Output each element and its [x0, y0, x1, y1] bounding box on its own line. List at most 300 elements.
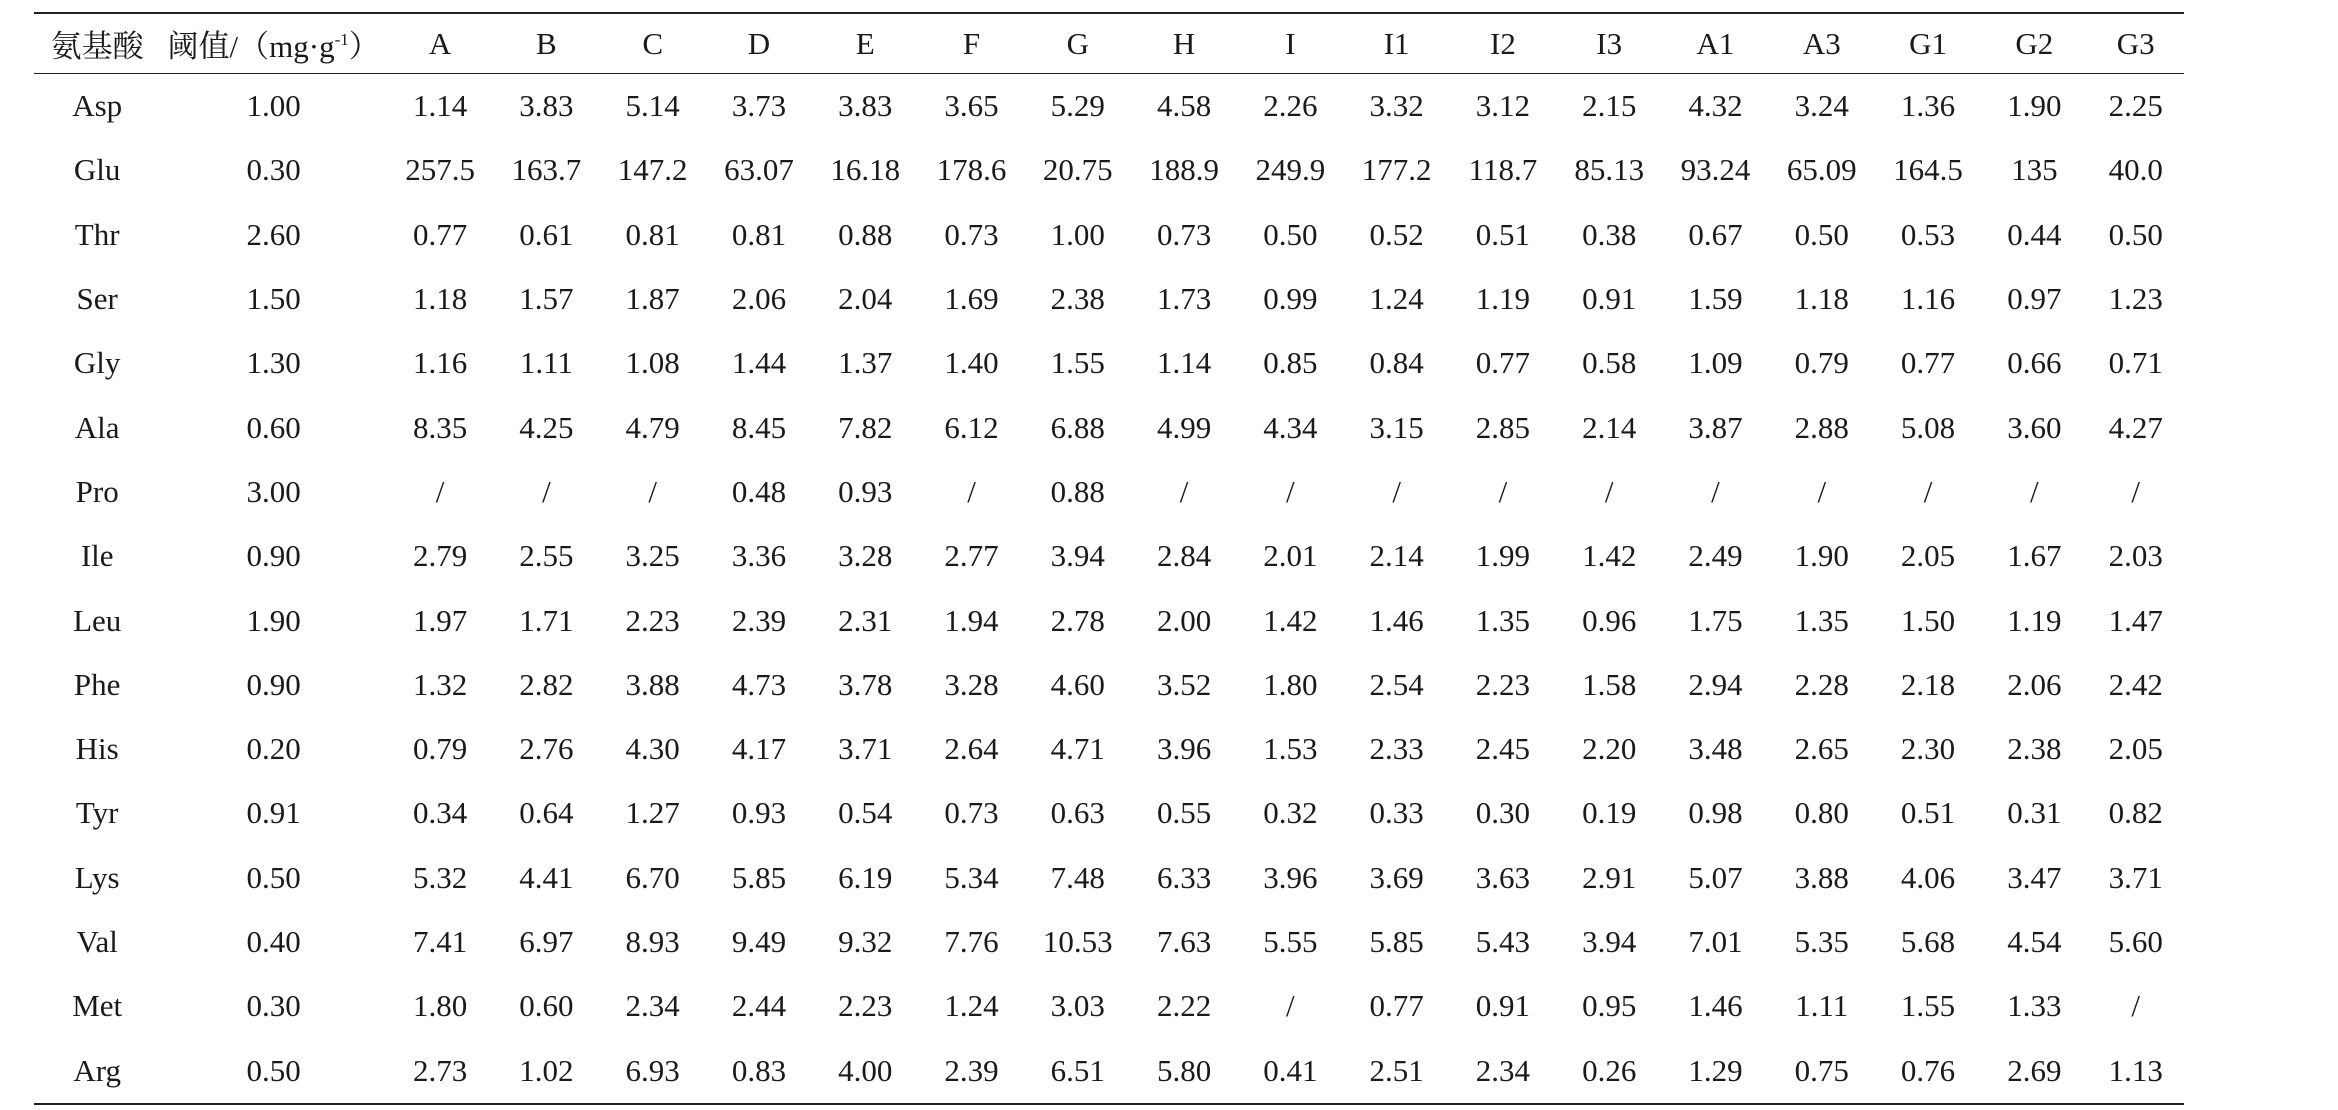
value-cell: 0.63 — [1050, 795, 1105, 831]
value-cell: 2.05 — [2108, 731, 2163, 767]
value-cell: 2.23 — [838, 988, 893, 1024]
value-cell: 1.29 — [1662, 1038, 1768, 1103]
value-cell: 6.97 — [519, 924, 574, 959]
amino-acid-name-cell: Gly — [73, 345, 121, 381]
value-cell: 1.90 — [2007, 88, 2062, 124]
value-cell: 2.14 — [1369, 538, 1424, 574]
threshold-cell: 0.90 — [246, 538, 301, 574]
value-cell: / — [1817, 473, 1827, 509]
value-cell: 2.88 — [1794, 409, 1849, 445]
value-cell: 1.53 — [1263, 731, 1318, 767]
value-cell: 0.61 — [519, 216, 574, 252]
value-cell: 1.46 — [1369, 602, 1424, 638]
value-cell: 0.52 — [1369, 216, 1424, 252]
value-cell: 0.93 — [838, 473, 893, 509]
threshold-cell: 0.91 — [246, 795, 301, 831]
value-cell: 1.37 — [838, 345, 893, 381]
value-cell: 0.79 — [1794, 345, 1849, 381]
value-cell: 3.96 — [1263, 859, 1318, 895]
value-cell: 7.48 — [1050, 859, 1105, 895]
header-threshold-suffix: ） — [348, 29, 380, 64]
value-cell: 0.26 — [1556, 1038, 1662, 1103]
value-cell: / — [2131, 473, 2141, 509]
header-sample: A3 — [1769, 13, 1875, 74]
value-cell: 2.03 — [2108, 538, 2163, 574]
value-cell: 0.31 — [2007, 795, 2062, 831]
value-cell: 0.77 — [1900, 345, 1956, 381]
value-cell: 2.82 — [519, 666, 574, 702]
value-cell: 9.32 — [838, 924, 893, 959]
value-cell: 3.94 — [1050, 538, 1105, 574]
header-threshold-prefix: 阈值/（mg·g — [167, 29, 335, 64]
value-cell: 1.35 — [1475, 602, 1531, 638]
value-cell: 2.14 — [1582, 409, 1637, 445]
threshold-cell: 0.40 — [246, 924, 301, 959]
value-cell: 5.08 — [1900, 409, 1956, 445]
value-cell: 3.48 — [1688, 731, 1743, 767]
value-cell: 1.19 — [2007, 602, 2062, 638]
value-cell: 1.00 — [1050, 216, 1105, 252]
value-cell: 1.75 — [1688, 602, 1743, 638]
table-row — [34, 395, 2184, 459]
value-cell: 0.60 — [519, 988, 574, 1024]
table-row — [34, 588, 2184, 652]
value-cell: 2.18 — [1900, 666, 1956, 702]
value-cell: 2.85 — [1475, 409, 1531, 445]
value-cell: 6.12 — [944, 409, 999, 445]
value-cell: 4.06 — [1900, 859, 1956, 895]
value-cell: 3.71 — [838, 731, 893, 767]
value-cell: 163.7 — [511, 152, 582, 188]
value-cell: 0.54 — [838, 795, 893, 831]
value-cell: 135 — [2011, 152, 2058, 188]
value-cell: 4.73 — [731, 666, 787, 702]
threshold-cell: 0.20 — [246, 731, 301, 767]
value-cell: 2.38 — [2007, 731, 2062, 767]
value-cell: 1.90 — [1794, 538, 1849, 574]
value-cell: / — [1711, 473, 1720, 509]
value-cell: 8.45 — [731, 409, 787, 445]
value-cell: 6.19 — [838, 859, 893, 895]
value-cell: 7.01 — [1688, 924, 1743, 959]
value-cell: 2.33 — [1369, 731, 1424, 767]
header-sample: I2 — [1450, 13, 1556, 74]
value-cell: 40.0 — [2108, 152, 2163, 188]
value-cell: 93.24 — [1680, 152, 1751, 188]
value-cell: 1.33 — [2007, 988, 2062, 1024]
value-cell: 4.17 — [731, 731, 787, 767]
value-cell: 10.53 — [1042, 924, 1113, 959]
value-cell: 3.83 — [838, 88, 893, 124]
table-row — [34, 524, 2184, 588]
value-cell: 0.41 — [1237, 1038, 1343, 1103]
value-cell: 0.81 — [731, 216, 787, 252]
value-cell: 0.66 — [2007, 345, 2062, 381]
threshold-cell: 1.50 — [246, 281, 301, 317]
value-cell: 3.28 — [838, 538, 893, 574]
value-cell: 2.00 — [1156, 602, 1212, 638]
value-cell: 7.41 — [412, 924, 468, 959]
value-cell: 3.03 — [1050, 988, 1105, 1024]
value-cell: 0.64 — [519, 795, 574, 831]
value-cell: 5.85 — [731, 859, 787, 895]
table-row — [34, 781, 2184, 845]
table-row — [34, 74, 2184, 139]
threshold-cell: 3.00 — [246, 473, 301, 509]
value-cell: 1.99 — [1475, 538, 1531, 574]
value-cell: 0.93 — [731, 795, 787, 831]
value-cell: 2.91 — [1582, 859, 1637, 895]
value-cell: 2.65 — [1794, 731, 1849, 767]
value-cell: 1.24 — [944, 988, 999, 1024]
table-body — [34, 74, 2184, 1104]
value-cell: 2.28 — [1794, 666, 1849, 702]
value-cell: 0.50 — [1263, 216, 1318, 252]
value-cell: 0.51 — [1900, 795, 1956, 831]
value-cell: 147.2 — [617, 152, 688, 188]
value-cell: 0.55 — [1156, 795, 1212, 831]
value-cell: 249.9 — [1255, 152, 1326, 188]
value-cell: 1.35 — [1794, 602, 1849, 638]
value-cell: 188.9 — [1149, 152, 1219, 188]
value-cell: 0.95 — [1582, 988, 1637, 1024]
value-cell: 1.14 — [1156, 345, 1212, 381]
value-cell: 5.35 — [1794, 924, 1849, 959]
value-cell: 1.42 — [1582, 538, 1637, 574]
value-cell: 0.30 — [1475, 795, 1531, 831]
amino-acid-table-container — [34, 12, 2184, 1105]
value-cell: 1.80 — [1263, 666, 1318, 702]
threshold-cell: 0.60 — [246, 409, 301, 445]
value-cell: 2.05 — [1900, 538, 1956, 574]
value-cell: 3.12 — [1475, 88, 1531, 124]
value-cell: 2.34 — [625, 988, 680, 1024]
header-threshold-sup: -1 — [334, 30, 349, 49]
value-cell: 2.77 — [944, 538, 999, 574]
value-cell: 1.27 — [625, 795, 680, 831]
value-cell: 1.02 — [493, 1038, 599, 1103]
value-cell: 5.60 — [2108, 924, 2163, 959]
value-cell: 5.32 — [412, 859, 468, 895]
threshold-cell: 2.60 — [246, 216, 301, 252]
value-cell: 2.39 — [731, 602, 787, 638]
threshold-cell: 0.90 — [246, 666, 301, 702]
threshold-cell: 0.30 — [246, 988, 301, 1024]
value-cell: 16.18 — [830, 152, 901, 188]
value-cell: 0.96 — [1582, 602, 1637, 638]
value-cell: 1.44 — [731, 345, 787, 381]
amino-acid-name-cell: Ile — [80, 538, 114, 574]
table-row — [34, 910, 2184, 974]
value-cell: 0.34 — [412, 795, 468, 831]
header-sample: G1 — [1875, 13, 1981, 74]
amino-acid-name-cell: His — [75, 731, 119, 767]
value-cell: / — [648, 473, 657, 509]
value-cell: 0.75 — [1769, 1038, 1875, 1103]
value-cell: 2.45 — [1475, 731, 1531, 767]
value-cell: 1.97 — [412, 602, 468, 638]
amino-acid-name-cell: Tyr — [75, 795, 119, 831]
value-cell: 4.30 — [625, 731, 680, 767]
table-row — [34, 1038, 2184, 1103]
value-cell: 2.31 — [838, 602, 893, 638]
value-cell: 5.07 — [1688, 859, 1743, 895]
value-cell: 3.96 — [1156, 731, 1212, 767]
table-row — [34, 138, 2184, 202]
value-cell: 4.41 — [519, 859, 574, 895]
value-cell: / — [1498, 473, 1508, 509]
value-cell: 0.98 — [1688, 795, 1743, 831]
value-cell: 2.30 — [1900, 731, 1956, 767]
header-sample: I — [1237, 13, 1343, 74]
value-cell: 9.49 — [731, 924, 787, 959]
value-cell: 0.33 — [1369, 795, 1424, 831]
value-cell: 0.83 — [706, 1038, 812, 1103]
value-cell: 3.71 — [2108, 859, 2163, 895]
value-cell: / — [542, 473, 551, 509]
value-cell: 5.68 — [1900, 924, 1956, 959]
value-cell: 0.77 — [412, 216, 468, 252]
value-cell: 1.08 — [625, 345, 680, 381]
header-sample: D — [706, 13, 812, 74]
threshold-cell: 1.30 — [246, 345, 301, 381]
threshold-cell: 0.30 — [246, 152, 301, 188]
value-cell: 8.35 — [412, 409, 468, 445]
value-cell: 7.63 — [1156, 924, 1212, 959]
value-cell: 0.48 — [731, 473, 787, 509]
value-cell: 0.51 — [1475, 216, 1531, 252]
value-cell: 4.60 — [1050, 666, 1105, 702]
value-cell: 4.27 — [2108, 409, 2163, 445]
amino-acid-name-cell: Leu — [73, 602, 122, 638]
value-cell: 2.64 — [944, 731, 999, 767]
value-cell: 4.79 — [625, 409, 680, 445]
value-cell: / — [2030, 473, 2039, 509]
table-row — [34, 717, 2184, 781]
value-cell: 178.6 — [936, 152, 1007, 188]
value-cell: 6.88 — [1050, 409, 1105, 445]
value-cell: 3.88 — [1794, 859, 1849, 895]
value-cell: 2.54 — [1369, 666, 1424, 702]
amino-acid-name-cell: Glu — [73, 152, 121, 188]
value-cell: 2.73 — [387, 1038, 493, 1103]
header-sample: B — [493, 13, 599, 74]
value-cell: 0.19 — [1582, 795, 1637, 831]
value-cell: 7.82 — [838, 409, 893, 445]
value-cell: 5.55 — [1263, 924, 1318, 959]
amino-acid-name-cell: Val — [76, 924, 118, 959]
table-row — [34, 460, 2184, 524]
value-cell: 6.33 — [1156, 859, 1212, 895]
value-cell: 1.13 — [2087, 1038, 2184, 1103]
header-sample: G3 — [2087, 13, 2184, 74]
value-cell: 5.14 — [625, 88, 680, 124]
value-cell: 0.91 — [1475, 988, 1531, 1024]
value-cell: 5.29 — [1050, 88, 1105, 124]
value-cell: 1.16 — [412, 345, 468, 381]
value-cell: 118.7 — [1468, 152, 1538, 188]
value-cell: 1.18 — [1794, 281, 1849, 317]
value-cell: 0.88 — [838, 216, 893, 252]
value-cell: 0.77 — [1369, 988, 1424, 1024]
value-cell: 1.24 — [1369, 281, 1424, 317]
value-cell: 6.51 — [1025, 1038, 1131, 1103]
value-cell: 5.43 — [1475, 924, 1531, 959]
value-cell: 4.54 — [2007, 924, 2062, 959]
table-row — [34, 203, 2184, 267]
value-cell: 1.46 — [1688, 988, 1743, 1024]
value-cell: 4.71 — [1050, 731, 1105, 767]
value-cell: 3.25 — [625, 538, 680, 574]
value-cell: 1.09 — [1688, 345, 1743, 381]
value-cell: 3.63 — [1475, 859, 1531, 895]
value-cell: 0.73 — [944, 216, 999, 252]
amino-acid-name-cell: Thr — [74, 216, 120, 252]
value-cell: 20.75 — [1042, 152, 1113, 188]
value-cell: 0.73 — [944, 795, 999, 831]
value-cell: 0.84 — [1369, 345, 1424, 381]
value-cell: / — [967, 473, 976, 509]
value-cell: 1.23 — [2108, 281, 2163, 317]
value-cell: 257.5 — [405, 152, 475, 188]
amino-acid-name-cell: Arg — [34, 1038, 160, 1103]
value-cell: 1.19 — [1475, 281, 1531, 317]
value-cell: 2.44 — [731, 988, 787, 1024]
value-cell: 164.5 — [1893, 152, 1963, 188]
value-cell: 3.73 — [731, 88, 787, 124]
value-cell: 2.42 — [2108, 666, 2163, 702]
value-cell: 1.11 — [1795, 988, 1849, 1024]
value-cell: 4.58 — [1156, 88, 1212, 124]
value-cell: 2.69 — [1981, 1038, 2087, 1103]
value-cell: 0.97 — [2007, 281, 2062, 317]
table-row — [34, 974, 2184, 1038]
value-cell: 1.47 — [2108, 602, 2163, 638]
value-cell: 2.20 — [1582, 731, 1637, 767]
value-cell: 1.18 — [412, 281, 468, 317]
value-cell: 1.50 — [1900, 602, 1956, 638]
value-cell: / — [1179, 473, 1189, 509]
value-cell: 2.76 — [519, 731, 574, 767]
value-cell: 2.25 — [2108, 88, 2163, 124]
value-cell: 2.06 — [2007, 666, 2062, 702]
value-cell: 1.32 — [412, 666, 468, 702]
value-cell: 7.76 — [944, 924, 999, 959]
value-cell: 4.00 — [812, 1038, 918, 1103]
amino-acid-name-cell: Pro — [75, 473, 119, 509]
header-sample: E — [812, 13, 918, 74]
value-cell: 1.16 — [1900, 281, 1956, 317]
value-cell: 8.93 — [625, 924, 680, 959]
value-cell: 2.39 — [918, 1038, 1024, 1103]
value-cell: 2.23 — [625, 602, 680, 638]
value-cell: 5.85 — [1369, 924, 1424, 959]
value-cell: 2.49 — [1688, 538, 1743, 574]
value-cell: 1.80 — [412, 988, 468, 1024]
value-cell: 1.87 — [625, 281, 680, 317]
value-cell: 1.42 — [1263, 602, 1318, 638]
header-sample: I1 — [1344, 13, 1450, 74]
value-cell: 1.71 — [519, 602, 574, 638]
value-cell: 2.22 — [1156, 988, 1212, 1024]
value-cell: / — [1286, 473, 1295, 509]
value-cell: / — [1392, 473, 1401, 509]
value-cell: / — [435, 473, 445, 509]
value-cell: 0.81 — [625, 216, 680, 252]
value-cell: 2.34 — [1450, 1038, 1556, 1103]
amino-acid-name-cell: Ala — [74, 409, 120, 445]
value-cell: 2.51 — [1344, 1038, 1450, 1103]
value-cell: 2.55 — [519, 538, 574, 574]
value-cell: 1.69 — [944, 281, 999, 317]
table-row — [34, 846, 2184, 910]
value-cell: 0.53 — [1900, 216, 1956, 252]
header-sample: C — [600, 13, 706, 74]
value-cell: 2.79 — [412, 538, 468, 574]
value-cell: 0.44 — [2007, 216, 2062, 252]
value-cell: 2.23 — [1475, 666, 1531, 702]
amino-acid-name-cell: Asp — [72, 88, 123, 124]
value-cell: 1.14 — [412, 88, 468, 124]
header-sample: A — [387, 13, 493, 74]
value-cell: 3.69 — [1369, 859, 1424, 895]
header-sample: I3 — [1556, 13, 1662, 74]
value-cell: 0.67 — [1688, 216, 1743, 252]
value-cell: 3.15 — [1369, 409, 1424, 445]
value-cell: 1.57 — [519, 281, 574, 317]
amino-acid-threshold-table — [34, 12, 2184, 1105]
value-cell: 4.25 — [519, 409, 574, 445]
value-cell: 1.40 — [944, 345, 999, 381]
value-cell: 5.80 — [1131, 1038, 1237, 1103]
value-cell: 3.36 — [731, 538, 787, 574]
value-cell: 3.94 — [1582, 924, 1637, 959]
header-sample: G — [1025, 13, 1131, 74]
threshold-cell: 1.00 — [246, 88, 301, 124]
value-cell: 0.71 — [2108, 345, 2163, 381]
value-cell: 0.50 — [1794, 216, 1849, 252]
value-cell: / — [2131, 988, 2141, 1024]
value-cell: 85.13 — [1574, 152, 1645, 188]
header-sample: G2 — [1981, 13, 2087, 74]
value-cell: 1.94 — [944, 602, 999, 638]
value-cell: 0.76 — [1875, 1038, 1981, 1103]
value-cell: 1.55 — [1050, 345, 1105, 381]
header-sample: A1 — [1662, 13, 1768, 74]
amino-acid-name-cell: Ser — [76, 281, 118, 317]
value-cell: 177.2 — [1361, 152, 1432, 188]
value-cell: 1.36 — [1900, 88, 1956, 124]
value-cell: 4.32 — [1688, 88, 1743, 124]
header-sample: F — [918, 13, 1024, 74]
value-cell: 0.85 — [1263, 345, 1318, 381]
value-cell: 5.34 — [944, 859, 999, 895]
value-cell: 6.93 — [600, 1038, 706, 1103]
value-cell: 0.91 — [1582, 281, 1637, 317]
value-cell: / — [1286, 988, 1295, 1024]
value-cell: / — [1923, 473, 1933, 509]
header-sample: H — [1131, 13, 1237, 74]
value-cell: 0.80 — [1794, 795, 1849, 831]
value-cell: 4.99 — [1156, 409, 1212, 445]
value-cell: 3.83 — [519, 88, 574, 124]
value-cell: 3.28 — [944, 666, 999, 702]
value-cell: 1.55 — [1900, 988, 1956, 1024]
value-cell: 3.24 — [1794, 88, 1849, 124]
value-cell: 2.38 — [1050, 281, 1105, 317]
amino-acid-name-cell: Met — [72, 988, 123, 1024]
threshold-cell: 0.50 — [246, 859, 301, 895]
